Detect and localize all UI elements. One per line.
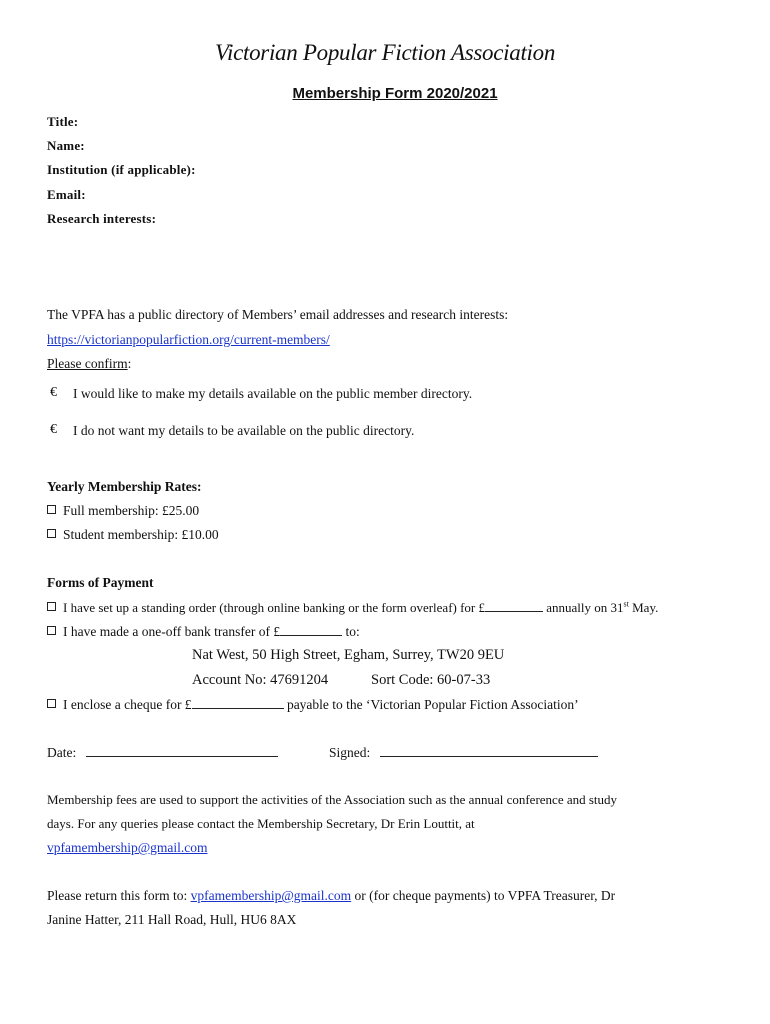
standing-order-amount-blank[interactable] xyxy=(485,599,543,612)
option-no-checkbox[interactable]: € xyxy=(50,422,57,437)
please-confirm-colon: : xyxy=(127,356,132,371)
directory-intro: The VPFA has a public directory of Members’ email addresses and research interests: xyxy=(47,307,509,322)
return-line-1 xyxy=(47,888,615,904)
signed-label: Signed: xyxy=(329,745,371,760)
option-yes-checkbox[interactable]: € xyxy=(50,385,57,400)
full-membership-row xyxy=(47,503,199,519)
option-yes-text: I would like to make my details available on the public member directory. xyxy=(73,386,473,401)
cheque-post: payable to the ‘Victorian Popular Fiction Association’ xyxy=(283,697,579,712)
full-membership-text: Full membership: £25.00 xyxy=(63,503,200,518)
cheque-checkbox[interactable] xyxy=(47,699,56,708)
organization-title: Victorian Popular Fiction Association xyxy=(214,40,556,65)
contact-email-link[interactable]: vpfamembership@gmail.com xyxy=(47,840,208,855)
standing-order-row xyxy=(47,599,658,616)
date-label: Date: xyxy=(47,745,77,760)
sort-code: Sort Code: 60-07-33 xyxy=(371,672,491,688)
cheque-row xyxy=(47,696,579,713)
signed-blank[interactable] xyxy=(380,744,598,757)
directory-link[interactable]: https://victorianpopularfiction.org/current-members/ xyxy=(47,332,330,347)
transfer-post: to: xyxy=(342,624,360,639)
return-pre: Please return this form to: xyxy=(47,888,191,903)
transfer-amount-blank[interactable] xyxy=(280,623,342,636)
form-title: Membership Form 2020/2021 xyxy=(292,85,498,102)
transfer-text: I have made a one-off bank transfer of £ xyxy=(63,624,281,639)
please-confirm xyxy=(47,356,131,372)
fees-line-1: Membership fees are used to support the activities of the Association such as the annual conference and study xyxy=(47,792,618,807)
cheque-text: I enclose a cheque for £ xyxy=(63,697,192,712)
student-membership-checkbox[interactable] xyxy=(47,529,56,538)
student-membership-text: Student membership: £10.00 xyxy=(63,527,219,542)
date-blank[interactable] xyxy=(86,744,278,757)
standing-order-sup: st xyxy=(623,599,629,609)
signed-row xyxy=(329,744,598,761)
option-no-text: I do not want my details to be available on the public directory. xyxy=(73,423,415,438)
student-membership-row xyxy=(47,527,219,543)
fees-line-2: days. For any queries please contact the Membership Secretary, Dr Erin Louttit, at xyxy=(47,816,475,831)
transfer-row xyxy=(47,623,360,640)
standing-order-end: May. xyxy=(628,600,659,615)
email-field-label: Email: xyxy=(47,187,86,202)
standing-order-checkbox[interactable] xyxy=(47,602,56,611)
rates-title: Yearly Membership Rates: xyxy=(47,479,202,494)
full-membership-checkbox[interactable] xyxy=(47,505,56,514)
return-email-link[interactable]: vpfamembership@gmail.com xyxy=(190,888,352,903)
institution-field-label: Institution (if applicable): xyxy=(47,162,196,177)
bank-address: Nat West, 50 High Street, Egham, Surrey, TW20 9EU xyxy=(192,647,505,663)
payment-title: Forms of Payment xyxy=(47,575,154,590)
return-post: or (for cheque payments) to VPFA Treasurer, Dr xyxy=(351,888,616,903)
standing-order-text: I have set up a standing order (through online banking or the form overleaf) for £ xyxy=(63,600,486,615)
account-number: Account No: 47691204 xyxy=(192,672,329,688)
standing-order-post: annually on 31 xyxy=(543,600,624,615)
research-interests-label: Research interests: xyxy=(47,211,157,226)
return-line-2: Janine Hatter, 211 Hall Road, Hull, HU6 8AX xyxy=(47,912,297,927)
title-field-label: Title: xyxy=(47,114,79,129)
cheque-amount-blank[interactable] xyxy=(192,696,284,709)
date-row xyxy=(47,744,278,761)
name-field-label: Name: xyxy=(47,138,85,153)
please-confirm-label: Please confirm xyxy=(47,356,128,371)
transfer-checkbox[interactable] xyxy=(47,626,56,635)
